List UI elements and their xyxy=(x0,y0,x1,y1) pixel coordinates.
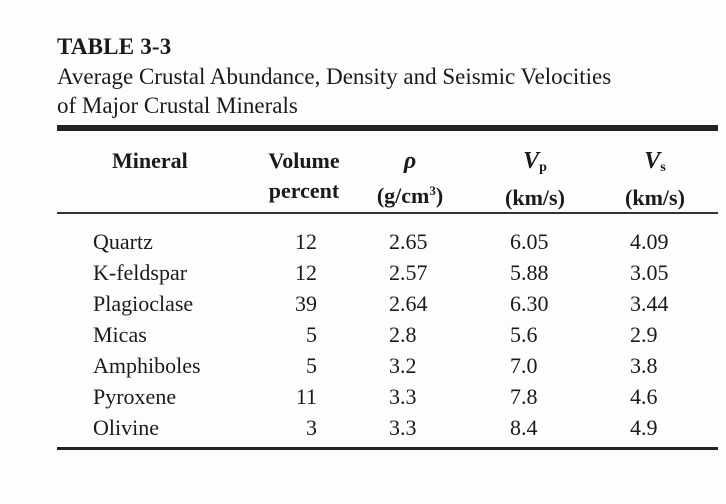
header-vs xyxy=(608,146,702,213)
cell-vs: 2.9 xyxy=(630,322,658,347)
cell-density: 3.3 xyxy=(389,415,417,440)
table-caption xyxy=(57,62,697,120)
cell-density: 3.2 xyxy=(389,353,417,378)
cell-density: 3.3 xyxy=(389,384,417,409)
header-mineral-label: Mineral xyxy=(112,148,188,173)
cell-vp: 6.30 xyxy=(510,291,549,316)
cell-vs: 3.8 xyxy=(630,353,658,378)
cell-volume: 3 xyxy=(306,415,317,440)
header-density-unit: $(g/cm^3)$ xyxy=(376,183,444,208)
cell-vp: 5.6 xyxy=(510,322,538,347)
cell-volume: 39 xyxy=(295,291,317,316)
header-volume-line1: Volume xyxy=(268,148,340,173)
caption-line-1: Average Crustal Abundance, Density and Seismic Velocities xyxy=(57,64,612,89)
table-row xyxy=(0,226,726,257)
cell-mineral: Olivine xyxy=(93,415,159,440)
cell-mineral: Quartz xyxy=(93,229,153,254)
cell-density: 2.8 xyxy=(389,322,417,347)
table-row xyxy=(0,288,726,319)
cell-vs: 4.09 xyxy=(630,229,669,254)
table-row xyxy=(0,350,726,381)
header-volume xyxy=(258,146,350,206)
table-row xyxy=(0,257,726,288)
cell-vs: 3.44 xyxy=(630,291,669,316)
cell-mineral: Micas xyxy=(93,322,147,347)
caption-line-2: of Major Crustal Minerals xyxy=(57,93,298,118)
cell-vs: 4.6 xyxy=(630,384,658,409)
header-vp-unit: (km/s) xyxy=(505,185,565,210)
table-row xyxy=(0,381,726,412)
cell-volume: 12 xyxy=(295,260,317,285)
header-vs-unit: (km/s) xyxy=(625,185,685,210)
cell-vp: 7.8 xyxy=(510,384,538,409)
bottom-rule xyxy=(57,447,718,450)
cell-volume: 11 xyxy=(295,384,317,409)
header-density-symbol: ρ xyxy=(403,148,417,174)
cell-vp: 7.0 xyxy=(510,353,538,378)
header-vs-subscript: s xyxy=(660,160,666,175)
table-body xyxy=(0,226,726,443)
table-number: TABLE 3-3 xyxy=(57,34,172,59)
table-row xyxy=(0,319,726,350)
cell-volume: 5 xyxy=(306,322,317,347)
header-vs-symbol: V xyxy=(644,148,661,174)
cell-mineral: Pyroxene xyxy=(93,384,177,409)
header-volume-line2: percent xyxy=(268,178,340,203)
cell-vp: 6.05 xyxy=(510,229,549,254)
table-row xyxy=(0,412,726,443)
header-rule xyxy=(57,212,718,214)
header-mineral xyxy=(112,146,202,176)
top-rule xyxy=(57,125,718,131)
header-vp-subscript: p xyxy=(539,160,547,175)
header-density xyxy=(360,146,460,211)
cell-vs: 3.05 xyxy=(630,260,669,285)
cell-density: 2.65 xyxy=(389,229,428,254)
cell-density: 2.64 xyxy=(389,291,428,316)
cell-mineral: Plagioclase xyxy=(93,291,194,316)
cell-mineral: K-feldspar xyxy=(93,260,188,285)
cell-vs: 4.9 xyxy=(630,415,658,440)
cell-vp: 8.4 xyxy=(510,415,538,440)
header-vp-symbol: V xyxy=(523,148,540,174)
header-vp xyxy=(488,146,582,213)
cell-vp: 5.88 xyxy=(510,260,549,285)
cell-volume: 12 xyxy=(295,229,317,254)
cell-mineral: Amphiboles xyxy=(93,353,201,378)
cell-density: 2.57 xyxy=(389,260,428,285)
cell-volume: 5 xyxy=(306,353,317,378)
